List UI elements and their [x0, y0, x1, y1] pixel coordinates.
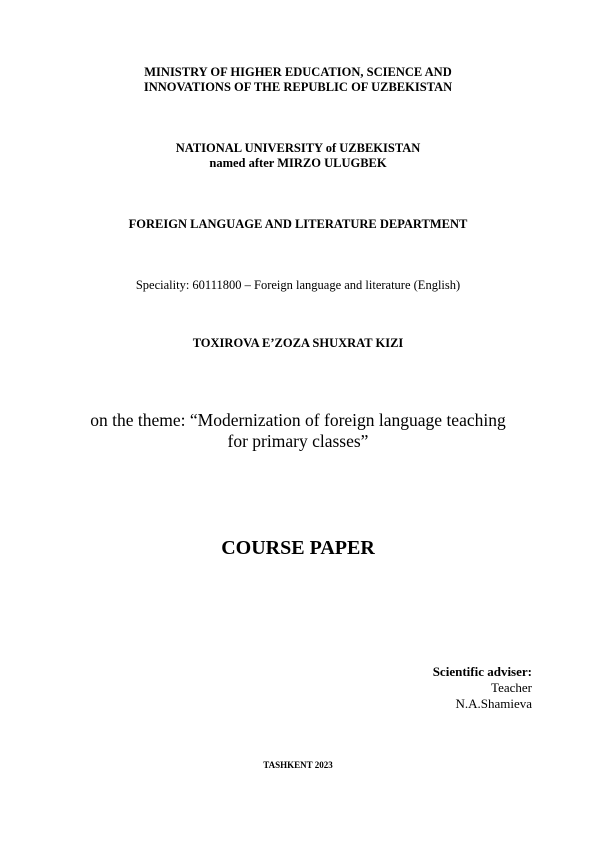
department-heading: FOREIGN LANGUAGE AND LITERATURE DEPARTMENT	[128, 217, 468, 231]
ministry-line-1: MINISTRY OF HIGHER EDUCATION, SCIENCE AND	[144, 65, 452, 79]
speciality-line: Speciality: 60111800 – Foreign language and literature (English)	[135, 278, 461, 292]
city-year: TASHKENT 2023	[263, 760, 333, 770]
university-heading	[0, 141, 596, 171]
adviser-name: N.A.Shamieva	[455, 696, 532, 711]
ministry-heading	[0, 65, 596, 95]
scientific-adviser	[433, 664, 532, 712]
adviser-label: Scientific adviser:	[432, 664, 532, 679]
theme-line-1: on the theme: “Modernization of foreign language teaching	[90, 410, 506, 430]
paper-theme	[0, 410, 596, 452]
paper-type-title: COURSE PAPER	[221, 537, 375, 559]
adviser-position: Teacher	[491, 680, 532, 695]
university-line-1: NATIONAL UNIVERSITY of UZBEKISTAN	[175, 141, 421, 155]
theme-line-2: for primary classes”	[227, 431, 369, 451]
ministry-line-2: INNOVATIONS OF THE REPUBLIC OF UZBEKISTAN	[143, 80, 453, 94]
university-line-2: named after MIRZO ULUGBEK	[209, 156, 387, 170]
author-name: TOXIROVA E’ZOZA SHUXRAT KIZI	[192, 336, 404, 350]
